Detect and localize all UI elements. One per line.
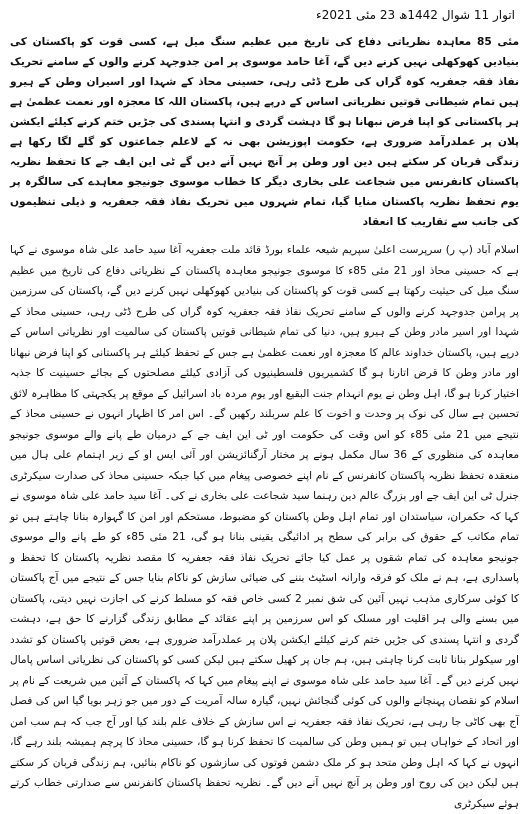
dateline: اتوار 11 شوال 1442ھ 23 مئی 2021ء — [316, 8, 515, 22]
article-body — [10, 240, 519, 814]
article-text: اسلام آباد (پ ر) سرپرست اعلیٰ سپریم شیعہ علماء بورڈ قائد ملت جعفریہ آغا سید حامد علی شاہ موسوی نے کہا ہے کہ حسینی محاذ اور 21 مئی 85ء کا موسوی جونیجو معاہدہ پاکستان کے نظریاتی دفاع کی تاریخ میں عظیم سنگ میل کی حیثیت رکھتا ہے کسی قوت کو پاکستان کی بنیادیں کھوکھلی نہیں کرنے دیں گے، پاکستان کی سرزمین پر پرامن جدوجہد کرنے والوں کے سامنے تحریک نفاذ فقہ جعفریہ کوہ گراں کی طرح ڈٹی رہی، حسینی محاذ کے شہدا اور اسیر مادر وطن کے ہیرو ہیں، دنیا کی تمام شیطانی قوتیں پاکستان کی سالمیت اور نظریاتی اساس کے درپے ہیں، پاکستان خداوند عالم کا معجزہ اور نعمت عظمیٰ ہے جس کے تحفظ کیلئے ہر پاکستانی کو اپنا فرض نبھانا اور مادر وطن کا قرض اتارنا ہو گا کشمیریوں فلسطینیوں کی آزادی کیلئے مصلحتوں کے بجائے حسینیت کا جذبہ اختیار کرنا ہو گا، اہل وطن نے یوم انہدام جنت البقیع اور یوم مردہ باد اسرائیل کے موقع پر یکجہتی کا مظاہرہ لائق تحسین ہے سال کی نوک پر وحدت و اخوت کا علم سربلند رکھیں گے۔ اس امر کا اظہار انہوں نے حسینی محاذ کے نتیجے میں 21 مئی 85ء کو اس وقت کی حکومت اور ٹی این ایف جے کے درمیان طے پانے والے موسوی جونیجو معاہدہ کی منظوری کے 36 سال مکمل ہونے پر مختار آرگنائزیشن اور آئی ایس او کے زیر اہتمام علی ہال میں منعقدہ تحفظ نظریہ پاکستان کانفرنس کے نام اپنے خصوصی پیغام میں کیا جبکہ حسینی محاذ کی صدارت سیکرٹری جنرل ٹی این ایف جے اور بزرگ عالم دین رہنما سید شجاعت علی بخاری نے کی۔ آغا سید حامد علی شاہ موسوی نے کہا کہ حکمران، سیاستدان اور تمام اہل وطن پاکستان کو مضبوط، مستحکم اور امن کا گہوارہ بنانا چاہتے ہیں تو تمام مکاتب کے حقوق کی برابر کی سطح پر ادائیگی یقینی بنانا ہو گی، 21 مئی 85ء کو طے پانے والے موسوی جونیجو معاہدہ کی تمام شقوں پر عمل کیا جائے تحریک نفاذ فقہ جعفریہ کا مقصد نظریہ پاکستان کا تحفظ و پاسداری ہے، ہم نے ملک کو فرقہ وارانہ اسٹیٹ بننے کی ضیائی سازش کو ناکام بنایا جس کے نتیجے میں آج پاکستان کا کوئی سرکاری مذہب نہیں آئین کی شق نمبر 2 کسی خاص فقہ کو مسلط کرنے کی اجازت نہیں دیتی، پاکستان میں بسنے والی ہر اقلیت اور مسلک کو اس سرزمین پر اپنے عقائد کے مطابق زندگی گزارنے کا حق ہے، دہشت گردی و انتہا پسندی کی جڑیں ختم کرنے کیلئے ایکشن پلان پر عملدرآمد ضروری ہے، بعض قوتیں پاکستان کو تشدد اور سیکولر بنانا ثابت کرنا چاہتی ہیں، ہم جان پر کھیل سکتے ہیں لیکن کسی کو پاکستان کی نظریاتی اساس پامال نہیں کرنے دیں گے۔ آغا سید حامد علی شاہ موسوی نے اپنے پیغام میں کہا کہ پاکستان کے آئین میں شریعت کے نام پر اسلام کو نقصان پہنچانے والوں کی کوئی گنجائش نہیں، گیارہ سالہ آمریت کے دور میں جو زہر بویا گیا اس کی فصل آج بھی کاٹی جا رہی ہے، تحریک نفاذ فقہ جعفریہ نے اس سازش کے خلاف علم بلند کیا اور آج جب کہ ہم سب امن اور اتحاد کے خواہاں ہیں تو ہمیں وطن کی سالمیت کا تحفظ کرنا ہو گا، حسینی محاذ کا پرچم ہمیشہ بلند رہے گا، انہوں نے کہا کہ اہل وطن متحد ہو کر ملک دشمن قوتوں کی سازشوں کو ناکام بنائیں، ہم زندگی قربان کر سکتے ہیں لیکن دین کی روح اور وطن پر آنچ نہیں آنے دیں گے۔ نظریہ تحفظ پاکستان کانفرنس سے صدارتی خطاب کرتے ہوئے سیکرٹری — [10, 244, 520, 810]
headline-text: مئی 85 معاہدہ نظریاتی دفاع کی تاریخ میں عظیم سنگ میل ہے، کسی قوت کو پاکستان کی بنیادیں کھوکھلی نہیں کرنے دیں گے، آغا حامد موسوی پر امن جدوجہد کرنے والوں کے سامنے تحریک نفاذ فقہ جعفریہ کوہ گراں کی طرح ڈٹی رہی، حسینی محاذ کے شہدا اور اسیران وطن کے ہیرو ہیں تمام شیطانی قوتیں نظریاتی اساس کے درپے ہیں، پاکستان اللہ کا معجزہ اور نعمت عظمیٰ ہے ہر پاکستانی کو اپنا فرض نبھانا ہو گا دہشت گردی و انتہا پسندی کی جڑیں ختم کرنے کیلئے ایکشن پلان پر عملدرآمد ضروری ہے، حکومت اپوزیشن بھی نہ کے لاعلم جماعتوں کو گلے لگا رکھا ہے زندگی قربان کر سکتے ہیں دین اور وطن پر آنچ نہیں آنے دیں گے ٹی این ایف جے کا تحفظ نظریہ پاکستان کانفرنس میں شجاعت علی بخاری دیگر کا خطاب موسوی جونیجو معاہدے کی سالگرہ پر یوم تحفظ نظریہ پاکستان منایا گیا، تمام شہروں میں تحریک نفاذ فقہ جعفریہ و ذیلی تنظیموں کی جانب سے تقاریب کا انعقاد — [10, 36, 520, 228]
headline-block — [10, 32, 519, 232]
